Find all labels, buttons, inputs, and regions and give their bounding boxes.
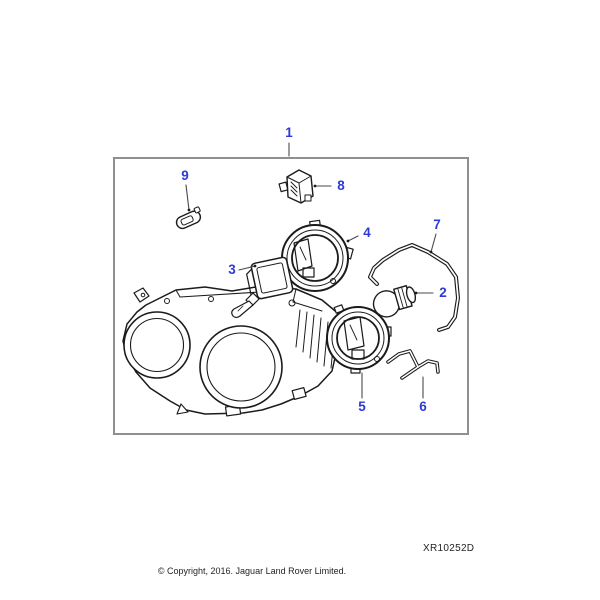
drawing-code: XR10252D	[423, 543, 475, 554]
callout-label-3: 3	[228, 262, 236, 277]
callout-label-5: 5	[358, 399, 366, 414]
callout-label-8: 8	[337, 178, 345, 193]
lens-left	[124, 312, 190, 378]
callout-label-1: 1	[285, 125, 293, 140]
lens-right	[200, 326, 282, 408]
callout-label-4: 4	[363, 225, 371, 240]
callout-label-2: 2	[439, 285, 447, 300]
copyright-text: © Copyright, 2016. Jaguar Land Rover Limited.	[157, 566, 347, 576]
callout-label-9: 9	[181, 168, 189, 183]
callout-label-7: 7	[433, 217, 441, 232]
callout-label-6: 6	[419, 399, 427, 414]
connector-8	[279, 170, 313, 203]
retaining-clip-6	[388, 351, 438, 378]
